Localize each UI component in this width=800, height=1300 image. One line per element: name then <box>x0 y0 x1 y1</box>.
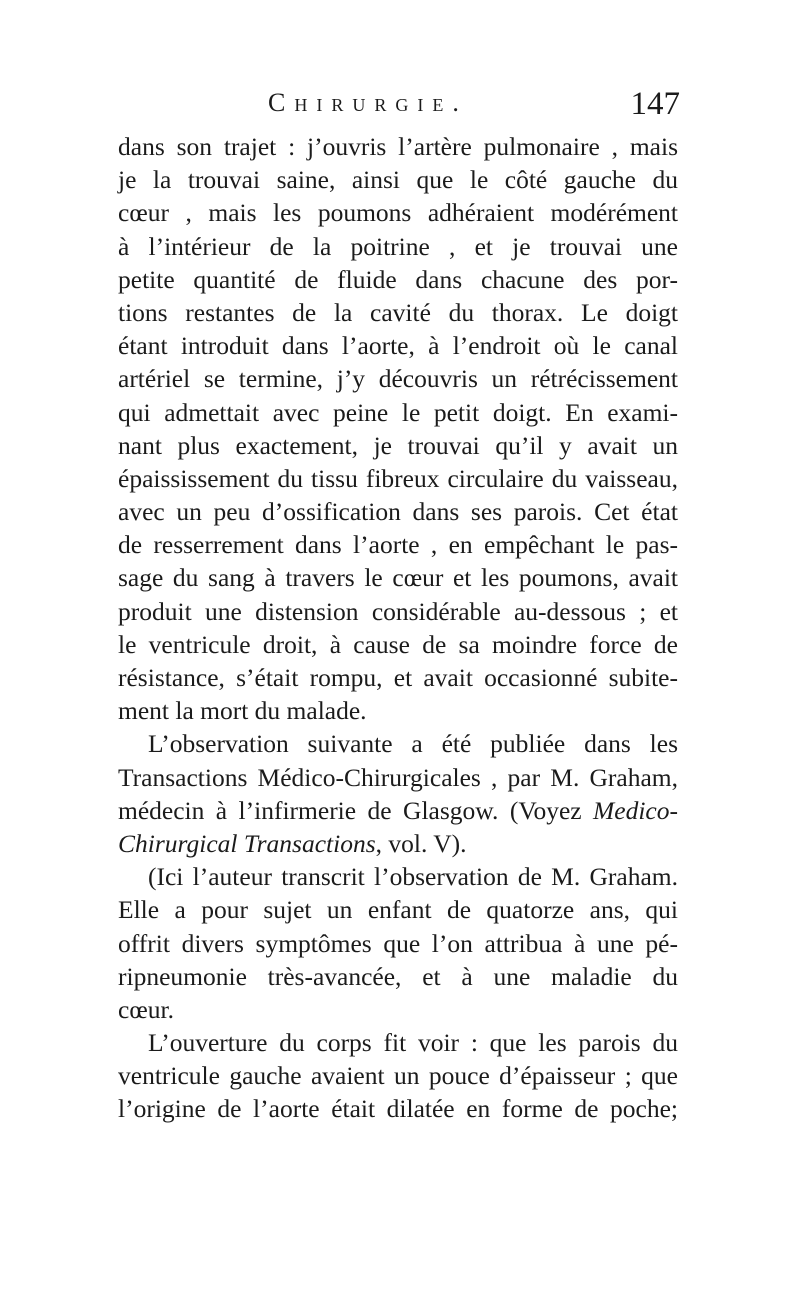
text-line: résistance, s’était rompu, et avait occasionné subite- <box>118 663 678 692</box>
text-line: Elle a pour sujet un enfant de quatorze ans, qui <box>118 895 678 925</box>
page-number: 147 <box>630 86 680 122</box>
text-span: médecin à l’infirmerie de Glasgow. (Voyez <box>118 795 594 825</box>
paragraph-1 <box>118 130 678 727</box>
paragraph-3 <box>118 860 678 1026</box>
text-line: ripneumonie très-avancée, et à une maladie du <box>118 961 678 991</box>
text-line: sage du sang à travers le cœur et les poumons, avait <box>118 563 678 593</box>
text-line: étant introduit dans l’aorte, à l’endroit où le canal <box>118 331 678 361</box>
text-line: nant plus exactement, je trouvai qu’il y avait un <box>118 430 678 460</box>
text-line: produit une distension considérable au-dessous ; et <box>118 596 678 626</box>
text-line: L’ouverture du corps fit voir : que les parois du <box>148 1028 678 1058</box>
text-line: ventricule gauche avaient un pouce d’épaisseur ; que <box>118 1061 678 1091</box>
text-line <box>118 794 678 827</box>
paragraph-2 <box>118 727 678 860</box>
text-line: qui admettait avec peine le petit doigt. En exami- <box>118 397 678 427</box>
text-line: ment la mort du malade. <box>118 696 367 726</box>
text-line: je la trouvai saine, ainsi que le côté gauche du <box>118 165 678 195</box>
text-line <box>118 827 678 860</box>
paragraph-4 <box>118 1026 678 1126</box>
text-line: tions restantes de la cavité du thorax. Le doigt <box>118 297 678 327</box>
text-line: Transactions Médico-Chirurgicales , par M. Graham, <box>118 762 678 792</box>
text-line: épaississement du tissu fibreux circulaire du vaisseau, <box>118 463 678 493</box>
text-line: offrit divers symptômes que l’on attribua à une pé- <box>118 928 678 958</box>
text-line: (Ici l’auteur transcrit l’observation de M. Graham. <box>148 862 678 892</box>
journal-title-italic: Chirurgical Transactions <box>118 828 376 858</box>
body-text <box>118 130 678 1126</box>
text-line: le ventricule droit, à cause de sa moindre force de <box>118 629 678 659</box>
running-head <box>118 88 680 128</box>
text-line: artériel se termine, j’y découvris un rétrécissement <box>118 364 678 394</box>
text-line: dans son trajet : j’ouvris l’artère pulmonaire , mais <box>118 132 678 161</box>
text-line: cœur , mais les poumons adhéraient modérément <box>118 198 678 228</box>
text-line: à l’intérieur de la poitrine , et je trouvai une <box>118 231 678 261</box>
text-line: petite quantité de fluide dans chacune des por- <box>118 264 678 294</box>
running-title: Chirurgie. <box>268 88 468 117</box>
text-line: l’origine de l’aorte était dilatée en forme de poche; <box>118 1094 678 1124</box>
text-line: L’observation suivante a été publiée dans les <box>148 729 678 759</box>
text-line: avec un peu d’ossification dans ses parois. Cet état <box>118 497 678 527</box>
text-line: de resserrement dans l’aorte , en empêchant le pas- <box>118 530 678 560</box>
text-line: cœur. <box>118 994 174 1024</box>
text-span: , vol. V). <box>375 828 467 858</box>
journal-title-italic: Medico- <box>593 795 678 825</box>
